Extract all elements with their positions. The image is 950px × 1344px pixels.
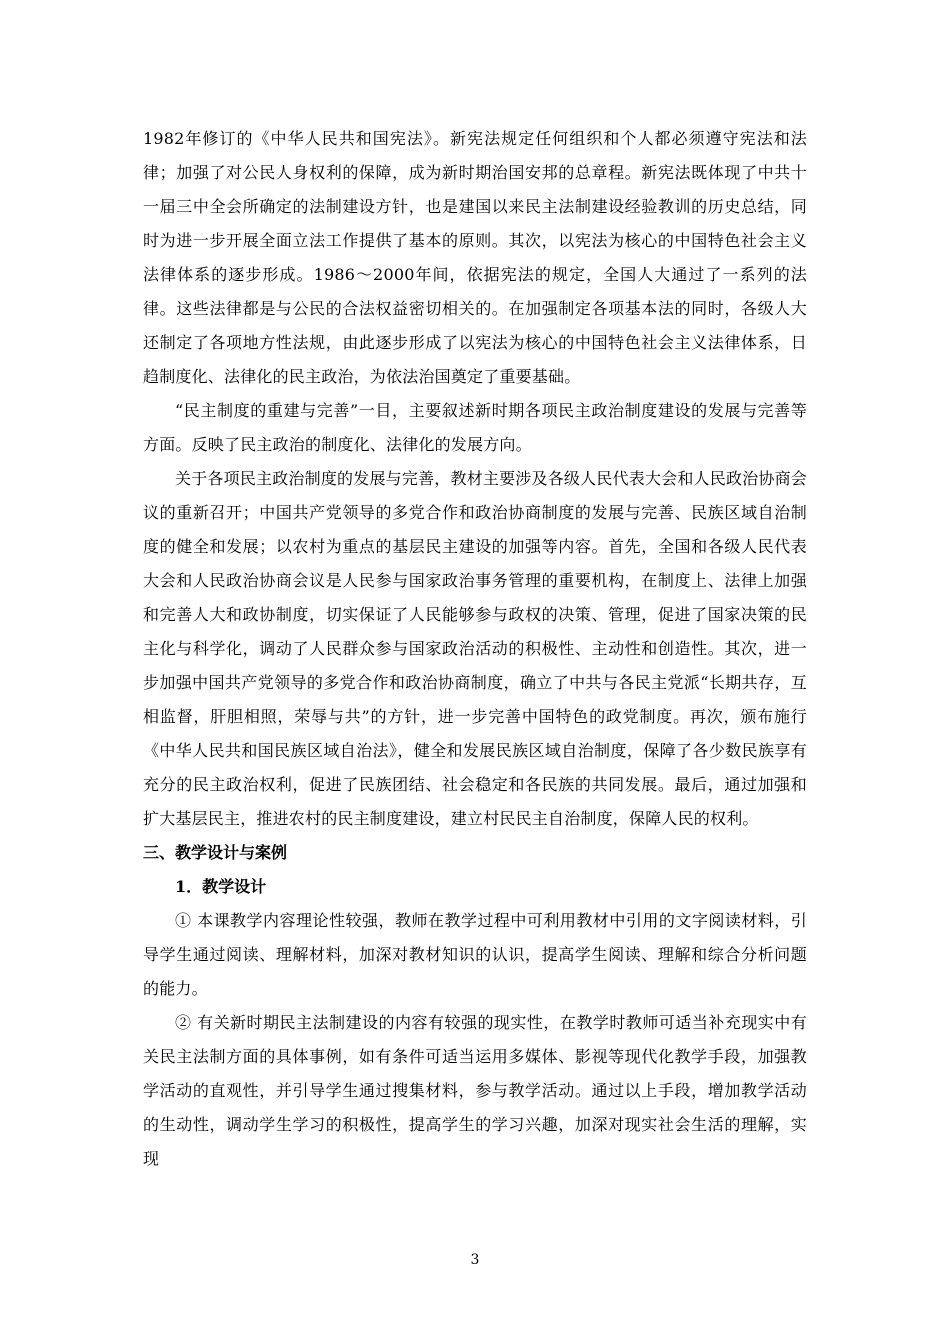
page-number: 3 [470,1252,480,1268]
paragraph-democratic-system-intro: “民主制度的重建与完善”一目，主要叙述新时期各项民主政治制度建设的发展与完善等方面。反映了民主政治的制度化、法律化的发展方向。 [143,401,807,454]
subsection-heading: 1．教学设计 [175,877,267,896]
design-item-1: ① 本课教学内容理论性较强，教师在教学过程中可利用教材中引用的文字阅读材料，引导学生通过阅读、理解材料，加深对教材知识的认识，提高学生阅读、理解和综合分析问题的能力。 [143,911,807,998]
paragraph-constitution: 1982年修订的《中华人民共和国宪法》。新宪法规定任何组织和个人都必须遵守宪法和法律；加强了对公民人身权利的保障，成为新时期治国安邦的总章程。新宪法既体现了中共十一届三中全会所确定的法制建设方针，也是建国以来民主法制建设经验教训的历史总结，同时为进一步开展全面立法工作提供了基本的原则。其次，以宪法为核心的中国特色社会主义法律体系的逐步形成。1986～2000年间，依据宪法的规定，全国人大通过了一系列的法律。这些法律都是与公民的合法权益密切相关的。在加强制定各项基本法的同时，各级人大还制定了各项地方性法规，由此逐步形成了以宪法为核心的中国特色社会主义法律体系，日趋制度化、法律化的民主政治，为依法治国奠定了重要基础。 [143,129,807,386]
design-item-2: ② 有关新时期民主法制建设的内容有较强的现实性，在教学时教师可适当补充现实中有关民主法制方面的具体事例，如有条件可适当运用多媒体、影视等现代化教学手段，加强教学活动的直观性，并引导学生通过搜集材料，参与教学活动。通过以上手段，增加教学活动的生动性，调动学生学习的积极性，提高学生的学习兴趣，加深对现实社会生活的理解，实现 [143,1013,807,1168]
paragraph-democratic-system-details: 关于各项民主政治制度的发展与完善，教材主要涉及各级人民代表大会和人民政治协商会议的重新召开；中国共产党领导的多党合作和政治协商制度的发展与完善、民族区域自治制度的健全和发展；以农村为重点的基层民主建设的加强等内容。首先，全国和各级人民代表大会和人民政治协商会议是人民参与国家政治事务管理的重要机构，在制度上、法律上加强和完善人大和政协制度，切实保证了人民能够参与政权的决策、管理，促进了国家决策的民主化与科学化，调动了人民群众参与国家政治活动的积极性、主动性和创造性。其次，进一步加强中国共产党领导的多党合作和政治协商制度，确立了中共与各民主党派“长期共存，互相监督，肝胆相照，荣辱与共”的方针，进一步完善中国特色的政党制度。再次，颁布施行《中华人民共和国民族区域自治法》，健全和发展民族区域自治制度，保障了各少数民族享有充分的民主政治权利，促进了民族团结、社会稳定和各民族的共同发展。最后，通过加强和扩大基层民主，推进农村的民主制度建设，建立村民民主自治制度，保障人民的权利。 [143,469,807,828]
document-body [143,122,807,1176]
section-heading: 三、教学设计与案例 [143,843,288,862]
